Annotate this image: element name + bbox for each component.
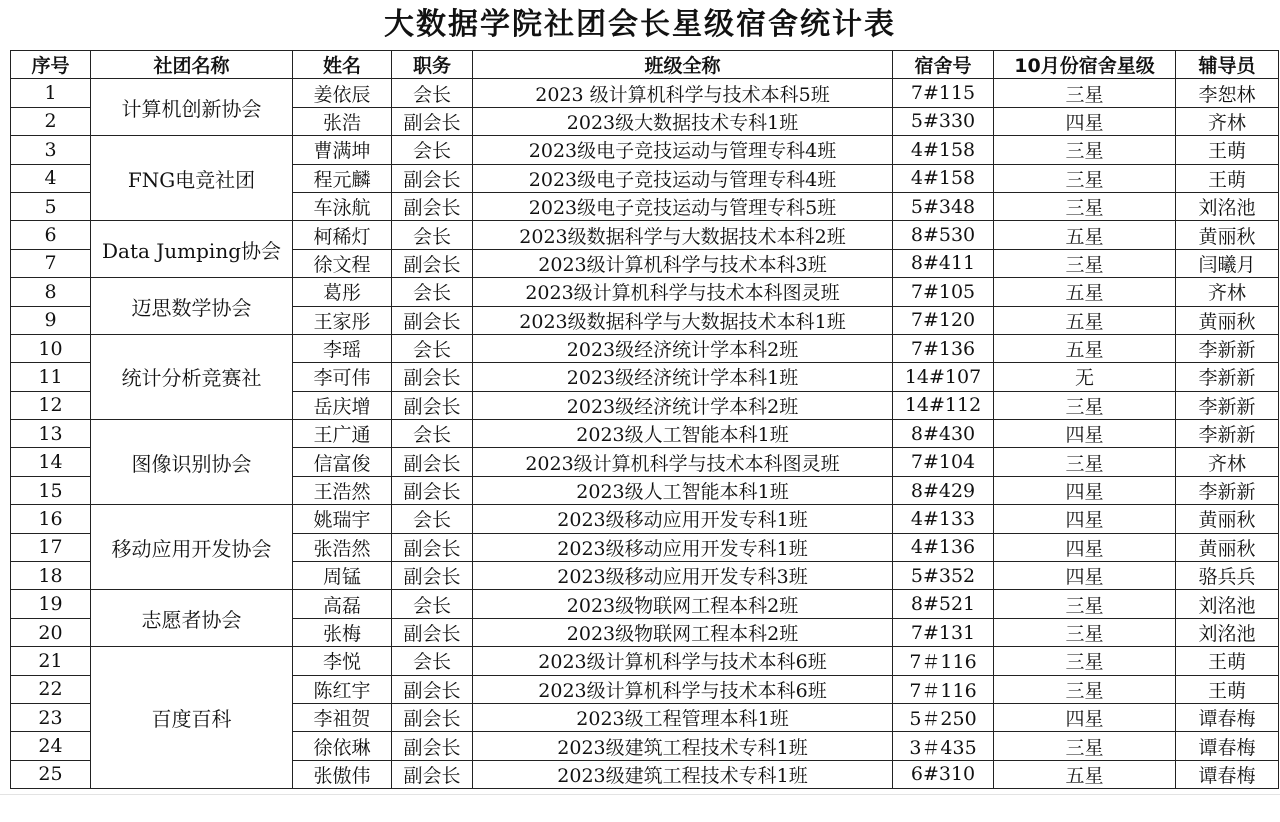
cell-class[interactable]: 2023 级计算机科学与技术本科5班 [473, 79, 893, 107]
cell-dorm[interactable]: 4#136 [893, 533, 994, 561]
cell-role[interactable]: 会长 [392, 505, 473, 533]
cell-dorm[interactable]: 8#411 [893, 249, 994, 277]
cell-index[interactable]: 25 [11, 760, 91, 788]
cell-club[interactable]: 统计分析竞赛社 [91, 334, 293, 419]
cell-index[interactable]: 8 [11, 278, 91, 306]
cell-counselor[interactable]: 刘洺池 [1176, 590, 1279, 618]
cell-dorm[interactable]: 5#352 [893, 562, 994, 590]
cell-name[interactable]: 陈红宇 [293, 675, 392, 703]
cell-club[interactable]: FNG电竞社团 [91, 136, 293, 221]
cell-dorm[interactable]: 5#348 [893, 192, 994, 220]
table-row [11, 136, 1279, 164]
cell-stars[interactable]: 五星 [994, 221, 1176, 249]
cell-dorm[interactable]: 7#115 [893, 79, 994, 107]
cell-role[interactable]: 会长 [392, 420, 473, 448]
cell-role[interactable]: 副会长 [392, 562, 473, 590]
cell-dorm[interactable]: 7#105 [893, 278, 994, 306]
cell-class[interactable]: 2023级物联网工程本科2班 [473, 618, 893, 646]
cell-role[interactable]: 会长 [392, 79, 473, 107]
cell-dorm[interactable]: 3＃435 [893, 732, 994, 760]
cell-counselor[interactable]: 李恕林 [1176, 79, 1279, 107]
cell-role[interactable]: 副会长 [392, 164, 473, 192]
cell-index[interactable]: 7 [11, 249, 91, 277]
cell-name[interactable]: 周锰 [293, 562, 392, 590]
cell-index[interactable]: 16 [11, 505, 91, 533]
cell-name[interactable]: 王家彤 [293, 306, 392, 334]
cell-stars[interactable]: 三星 [994, 391, 1176, 419]
cell-role[interactable]: 副会长 [392, 476, 473, 504]
cell-class[interactable]: 2023级建筑工程技术专科1班 [473, 760, 893, 788]
cell-class[interactable]: 2023级物联网工程本科2班 [473, 590, 893, 618]
cell-dorm[interactable]: 7#136 [893, 334, 994, 362]
cell-role[interactable]: 副会长 [392, 192, 473, 220]
cell-index[interactable]: 24 [11, 732, 91, 760]
cell-stars[interactable]: 五星 [994, 278, 1176, 306]
cell-role[interactable]: 副会长 [392, 448, 473, 476]
cell-stars[interactable]: 三星 [994, 448, 1176, 476]
cell-counselor[interactable]: 齐林 [1176, 278, 1279, 306]
cell-stars[interactable]: 三星 [994, 79, 1176, 107]
cell-class[interactable]: 2023级人工智能本科1班 [473, 420, 893, 448]
cell-role[interactable]: 副会长 [392, 391, 473, 419]
cell-counselor[interactable]: 闫曦月 [1176, 249, 1279, 277]
cell-name[interactable]: 信富俊 [293, 448, 392, 476]
cell-stars[interactable]: 四星 [994, 533, 1176, 561]
col-header-name[interactable]: 姓名 [293, 51, 392, 79]
cell-class[interactable]: 2023级计算机科学与技术本科6班 [473, 647, 893, 675]
cell-dorm[interactable]: 4#158 [893, 164, 994, 192]
cell-role[interactable]: 副会长 [392, 675, 473, 703]
cell-index[interactable]: 10 [11, 334, 91, 362]
cell-name[interactable]: 葛彤 [293, 278, 392, 306]
cell-class[interactable]: 2023级大数据技术专科1班 [473, 107, 893, 135]
cell-name[interactable]: 高磊 [293, 590, 392, 618]
cell-stars[interactable]: 四星 [994, 703, 1176, 731]
cell-class[interactable]: 2023级移动应用开发专科1班 [473, 505, 893, 533]
cell-counselor[interactable]: 齐林 [1176, 448, 1279, 476]
table-row [11, 420, 1279, 448]
cell-class[interactable]: 2023级计算机科学与技术本科图灵班 [473, 278, 893, 306]
cell-dorm[interactable]: 4#158 [893, 136, 994, 164]
cell-dorm[interactable]: 14#107 [893, 363, 994, 391]
cell-stars[interactable]: 三星 [994, 192, 1176, 220]
cell-index[interactable]: 11 [11, 363, 91, 391]
cell-counselor[interactable]: 李新新 [1176, 363, 1279, 391]
cell-index[interactable]: 12 [11, 391, 91, 419]
cell-index[interactable]: 17 [11, 533, 91, 561]
table-row [11, 647, 1279, 675]
cell-class[interactable]: 2023级计算机科学与技术本科3班 [473, 249, 893, 277]
col-header-class[interactable]: 班级全称 [473, 51, 893, 79]
cell-name[interactable]: 岳庆增 [293, 391, 392, 419]
col-header-role[interactable]: 职务 [392, 51, 473, 79]
cell-role[interactable]: 会长 [392, 278, 473, 306]
cell-class[interactable]: 2023级计算机科学与技术本科6班 [473, 675, 893, 703]
cell-index[interactable]: 5 [11, 192, 91, 220]
cell-class[interactable]: 2023级电子竞技运动与管理专科4班 [473, 136, 893, 164]
sheet-title: 大数据学院社团会长星级宿舍统计表 [384, 7, 896, 42]
cell-class[interactable]: 2023级移动应用开发专科1班 [473, 533, 893, 561]
cell-stars[interactable]: 五星 [994, 334, 1176, 362]
cell-counselor[interactable]: 黄丽秋 [1176, 221, 1279, 249]
cell-index[interactable]: 22 [11, 675, 91, 703]
cell-name[interactable]: 车泳航 [293, 192, 392, 220]
cell-counselor[interactable]: 李新新 [1176, 476, 1279, 504]
cell-role[interactable]: 副会长 [392, 760, 473, 788]
col-header-index[interactable]: 序号 [11, 51, 91, 79]
cell-club[interactable]: 志愿者协会 [91, 590, 293, 647]
cell-stars[interactable]: 三星 [994, 164, 1176, 192]
cell-role[interactable]: 会长 [392, 647, 473, 675]
cell-class[interactable]: 2023级电子竞技运动与管理专科4班 [473, 164, 893, 192]
cell-club[interactable]: Data Jumping协会 [91, 221, 293, 278]
cell-index[interactable]: 3 [11, 136, 91, 164]
cell-role[interactable]: 副会长 [392, 306, 473, 334]
cell-dorm[interactable]: 7＃116 [893, 675, 994, 703]
cell-stars[interactable]: 五星 [994, 760, 1176, 788]
cell-counselor[interactable]: 齐林 [1176, 107, 1279, 135]
cell-role[interactable]: 副会长 [392, 533, 473, 561]
cell-name[interactable]: 姚瑞宇 [293, 505, 392, 533]
cell-name[interactable]: 程元麟 [293, 164, 392, 192]
cell-role[interactable]: 会长 [392, 221, 473, 249]
cell-stars[interactable]: 四星 [994, 420, 1176, 448]
cell-name[interactable]: 张浩 [293, 107, 392, 135]
cell-stars[interactable]: 五星 [994, 306, 1176, 334]
cell-counselor[interactable]: 王萌 [1176, 647, 1279, 675]
cell-class[interactable]: 2023级经济统计学本科1班 [473, 363, 893, 391]
cell-counselor[interactable]: 黄丽秋 [1176, 505, 1279, 533]
col-header-dorm[interactable]: 宿舍号 [893, 51, 994, 79]
cell-counselor[interactable]: 刘洺池 [1176, 192, 1279, 220]
table-row [11, 79, 1279, 107]
cell-dorm[interactable]: 4#133 [893, 505, 994, 533]
cell-name[interactable]: 李悦 [293, 647, 392, 675]
cell-club[interactable]: 百度百科 [91, 647, 293, 789]
cell-role[interactable]: 副会长 [392, 107, 473, 135]
cell-name[interactable]: 徐依琳 [293, 732, 392, 760]
cell-name[interactable]: 李祖贺 [293, 703, 392, 731]
cell-stars[interactable]: 无 [994, 363, 1176, 391]
cell-stars[interactable]: 三星 [994, 647, 1176, 675]
cell-class[interactable]: 2023级经济统计学本科2班 [473, 334, 893, 362]
cell-dorm[interactable]: 8#521 [893, 590, 994, 618]
cell-counselor[interactable]: 谭春梅 [1176, 760, 1279, 788]
cell-dorm[interactable]: 7#104 [893, 448, 994, 476]
table-row [11, 505, 1279, 533]
cell-counselor[interactable]: 黄丽秋 [1176, 306, 1279, 334]
cell-stars[interactable]: 三星 [994, 618, 1176, 646]
cell-name[interactable]: 张梅 [293, 618, 392, 646]
cell-counselor[interactable]: 李新新 [1176, 391, 1279, 419]
cell-counselor[interactable]: 王萌 [1176, 164, 1279, 192]
cell-name[interactable]: 王浩然 [293, 476, 392, 504]
cell-class[interactable]: 2023级建筑工程技术专科1班 [473, 732, 893, 760]
cell-counselor[interactable]: 刘洺池 [1176, 618, 1279, 646]
cell-club[interactable]: 移动应用开发协会 [91, 505, 293, 590]
cell-stars[interactable]: 四星 [994, 562, 1176, 590]
cell-stars[interactable]: 四星 [994, 476, 1176, 504]
cell-counselor[interactable]: 李新新 [1176, 334, 1279, 362]
col-header-stars[interactable]: 10月份宿舍星级 [994, 51, 1176, 79]
cell-stars[interactable]: 四星 [994, 107, 1176, 135]
cell-index[interactable]: 14 [11, 448, 91, 476]
cell-dorm[interactable]: 7#120 [893, 306, 994, 334]
cell-index[interactable]: 4 [11, 164, 91, 192]
stats-table [10, 50, 1279, 789]
cell-role[interactable]: 副会长 [392, 732, 473, 760]
cell-class[interactable]: 2023级工程管理本科1班 [473, 703, 893, 731]
cell-role[interactable]: 副会长 [392, 363, 473, 391]
cell-class[interactable]: 2023级数据科学与大数据技术本科2班 [473, 221, 893, 249]
cell-index[interactable]: 1 [11, 79, 91, 107]
cell-dorm[interactable]: 8#429 [893, 476, 994, 504]
cell-counselor[interactable]: 谭春梅 [1176, 703, 1279, 731]
cell-dorm[interactable]: 6#310 [893, 760, 994, 788]
cell-club[interactable]: 图像识别协会 [91, 420, 293, 505]
cell-name[interactable]: 张傲伟 [293, 760, 392, 788]
cell-club[interactable]: 计算机创新协会 [91, 79, 293, 136]
cell-index[interactable]: 15 [11, 476, 91, 504]
cell-role[interactable]: 会长 [392, 590, 473, 618]
cell-index[interactable]: 9 [11, 306, 91, 334]
cell-name[interactable]: 柯稀灯 [293, 221, 392, 249]
cell-index[interactable]: 20 [11, 618, 91, 646]
table-row [11, 221, 1279, 249]
cell-class[interactable]: 2023级计算机科学与技术本科图灵班 [473, 448, 893, 476]
cell-index[interactable]: 13 [11, 420, 91, 448]
table-row [11, 278, 1279, 306]
cell-counselor[interactable]: 谭春梅 [1176, 732, 1279, 760]
cell-name[interactable]: 曹满坤 [293, 136, 392, 164]
cell-class[interactable]: 2023级经济统计学本科2班 [473, 391, 893, 419]
cell-name[interactable]: 李瑶 [293, 334, 392, 362]
cell-name[interactable]: 张浩然 [293, 533, 392, 561]
cell-club[interactable]: 迈思数学协会 [91, 278, 293, 335]
table-row [11, 334, 1279, 362]
cell-name[interactable]: 李可伟 [293, 363, 392, 391]
cell-stars[interactable]: 三星 [994, 675, 1176, 703]
cell-dorm[interactable]: 5#330 [893, 107, 994, 135]
cell-dorm[interactable]: 5＃250 [893, 703, 994, 731]
empty-grid-area [0, 794, 1280, 822]
cell-dorm[interactable]: 8#530 [893, 221, 994, 249]
cell-dorm[interactable]: 8#430 [893, 420, 994, 448]
cell-role[interactable]: 会长 [392, 334, 473, 362]
cell-role[interactable]: 副会长 [392, 703, 473, 731]
cell-stars[interactable]: 三星 [994, 732, 1176, 760]
cell-name[interactable]: 王广通 [293, 420, 392, 448]
cell-role[interactable]: 副会长 [392, 618, 473, 646]
cell-role[interactable]: 会长 [392, 136, 473, 164]
col-header-club[interactable]: 社团名称 [91, 51, 293, 79]
cell-index[interactable]: 21 [11, 647, 91, 675]
cell-name[interactable]: 姜依辰 [293, 79, 392, 107]
cell-index[interactable]: 19 [11, 590, 91, 618]
cell-class[interactable]: 2023级数据科学与大数据技术本科1班 [473, 306, 893, 334]
col-header-counselor[interactable]: 辅导员 [1176, 51, 1279, 79]
cell-index[interactable]: 18 [11, 562, 91, 590]
cell-stars[interactable]: 三星 [994, 136, 1176, 164]
cell-dorm[interactable]: 7＃116 [893, 647, 994, 675]
cell-counselor[interactable]: 黄丽秋 [1176, 533, 1279, 561]
cell-counselor[interactable]: 李新新 [1176, 420, 1279, 448]
cell-stars[interactable]: 三星 [994, 590, 1176, 618]
header-row [11, 51, 1279, 79]
cell-dorm[interactable]: 7#131 [893, 618, 994, 646]
cell-dorm[interactable]: 14#112 [893, 391, 994, 419]
table-row [11, 590, 1279, 618]
cell-counselor[interactable]: 王萌 [1176, 675, 1279, 703]
cell-index[interactable]: 23 [11, 703, 91, 731]
cell-name[interactable]: 徐文程 [293, 249, 392, 277]
cell-counselor[interactable]: 骆兵兵 [1176, 562, 1279, 590]
cell-counselor[interactable]: 王萌 [1176, 136, 1279, 164]
cell-index[interactable]: 6 [11, 221, 91, 249]
table-body [11, 79, 1279, 789]
cell-class[interactable]: 2023级电子竞技运动与管理专科5班 [473, 192, 893, 220]
cell-class[interactable]: 2023级人工智能本科1班 [473, 476, 893, 504]
cell-role[interactable]: 副会长 [392, 249, 473, 277]
cell-stars[interactable]: 三星 [994, 249, 1176, 277]
cell-index[interactable]: 2 [11, 107, 91, 135]
cell-stars[interactable]: 四星 [994, 505, 1176, 533]
cell-class[interactable]: 2023级移动应用开发专科3班 [473, 562, 893, 590]
